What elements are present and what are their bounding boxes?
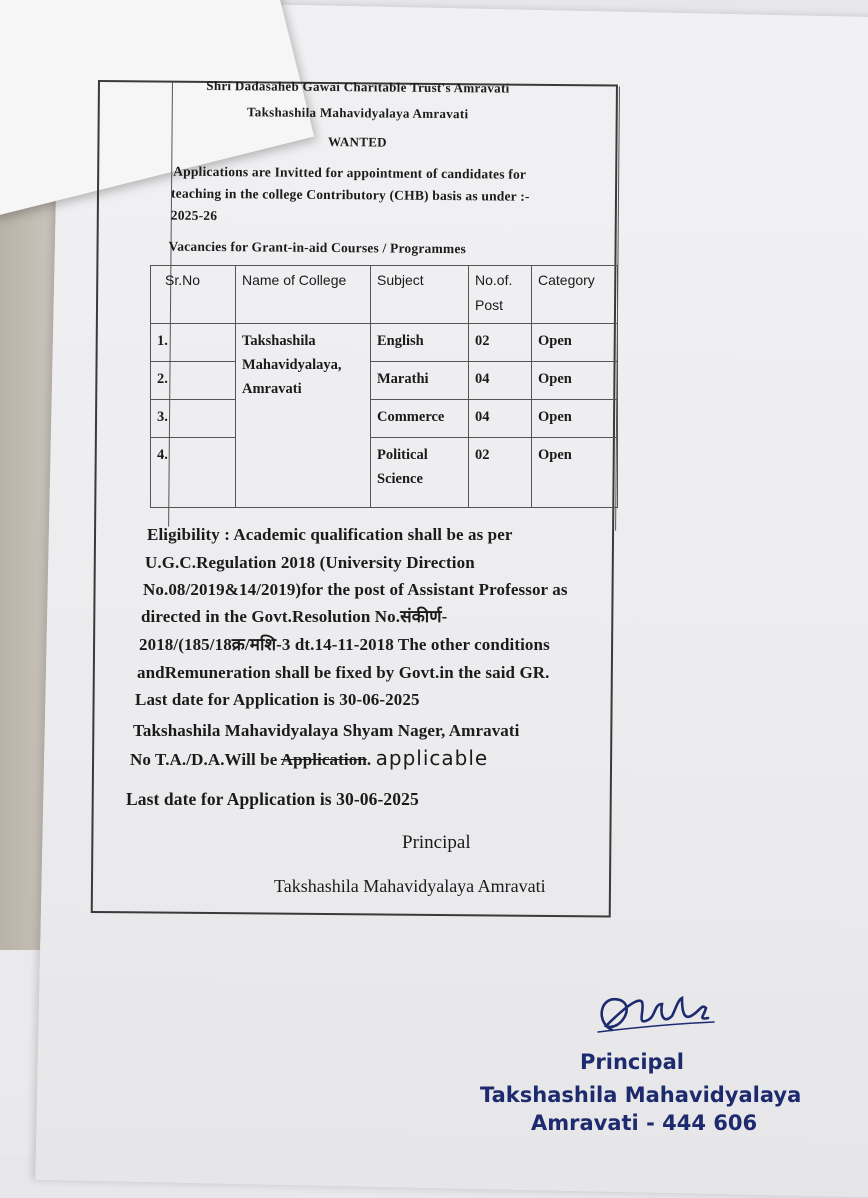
eligibility-line-5: 2018/(185/18क्र/मशि-3 dt.14-11-2018 The other conditions: [139, 635, 550, 654]
principal-signature: [590, 982, 720, 1052]
ta-da-line: [130, 745, 488, 774]
wanted-heading: WANTED: [327, 134, 387, 150]
vacancy-table: [150, 265, 618, 508]
row-3-category: Open: [532, 400, 618, 438]
session-year: 2025-26: [170, 207, 218, 224]
header-posts: [469, 266, 532, 324]
row-4-sr: 4.: [151, 438, 236, 508]
row-4-subject-line-1: Political: [377, 447, 428, 463]
header-college: Name of College: [236, 266, 371, 324]
last-date-line: Last date for Application is 30-06-2025: [135, 690, 420, 709]
trust-name: Shri Dadasaheb Gawai Charitable Trust's Amravati: [206, 77, 510, 96]
last-date-repeat: Last date for Application is 30-06-2025: [126, 789, 419, 809]
row-4-subject-line-2: Science: [377, 471, 423, 487]
handwritten-correction: applicable: [375, 746, 489, 770]
row-4-category: Open: [532, 438, 618, 508]
row-2-sr: 2.: [151, 362, 236, 400]
header-posts-line-2: Post: [475, 297, 504, 313]
eligibility-line-6: andRemuneration shall be fixed by Govt.in the said GR.: [137, 663, 550, 682]
row-3-sr: 3.: [151, 400, 236, 438]
vacancies-heading: Vacancies for Grant-in-aid Courses / Programmes: [168, 238, 467, 257]
signoff-college: Takshashila Mahavidyalaya Amravati: [274, 876, 546, 896]
header-category: Category: [532, 266, 618, 324]
row-1-sr: 1.: [151, 324, 236, 362]
ta-da-dot: .: [366, 750, 372, 769]
address-line: Takshashila Mahavidyalaya Shyam Nager, Amravati: [133, 721, 520, 740]
header-subject: Subject: [371, 266, 469, 324]
stamp-city: Amravati - 444 606: [531, 1111, 758, 1135]
eligibility-line-4: directed in the Govt.Resolution No.संकीर्ण-: [141, 607, 448, 626]
row-2-category: Open: [532, 362, 618, 400]
struck-word: Application: [280, 750, 367, 769]
row-1-subject: English: [371, 324, 469, 362]
stamp-college: Takshashila Mahavidyalaya: [480, 1083, 802, 1107]
ta-da-prefix: No T.A./D.A.Will be: [130, 750, 281, 769]
intro-line-2: teaching in the college Contributory (CHB) basis as under :-: [170, 185, 530, 204]
college-line-3: Amravati: [242, 381, 302, 397]
row-1-posts: 02: [469, 324, 532, 362]
header-sr-no: Sr.No: [151, 266, 236, 324]
eligibility-line-1: Eligibility : Academic qualification shall be as per: [147, 525, 513, 544]
table-row: [151, 438, 618, 508]
row-3-posts: 04: [469, 400, 532, 438]
row-1-category: Open: [532, 324, 618, 362]
row-4-subject: [371, 438, 469, 508]
row-2-posts: 04: [469, 362, 532, 400]
table-row: [151, 324, 618, 362]
header-posts-line-1: No.of.: [475, 272, 513, 288]
college-line-1: Takshashila: [242, 333, 316, 349]
table-row: [151, 400, 618, 438]
signoff-title: Principal: [402, 832, 471, 853]
row-2-subject: Marathi: [371, 362, 469, 400]
stamp-title: Principal: [580, 1050, 684, 1074]
intro-line-1: Applications are Invitted for appointment of candidates for: [173, 163, 527, 182]
college-cell: [236, 324, 371, 508]
eligibility-line-3: No.08/2019&14/2019)for the post of Assistant Professor as: [143, 580, 568, 599]
row-4-posts: 02: [469, 438, 532, 508]
table-row: [151, 362, 618, 400]
college-name: Takshashila Mahavidyalaya Amravati: [246, 104, 469, 122]
college-line-2: Mahavidyalaya,: [242, 357, 342, 373]
row-3-subject: Commerce: [371, 400, 469, 438]
table-header-row: [151, 266, 618, 324]
eligibility-line-2: U.G.C.Regulation 2018 (University Direction: [145, 553, 475, 572]
